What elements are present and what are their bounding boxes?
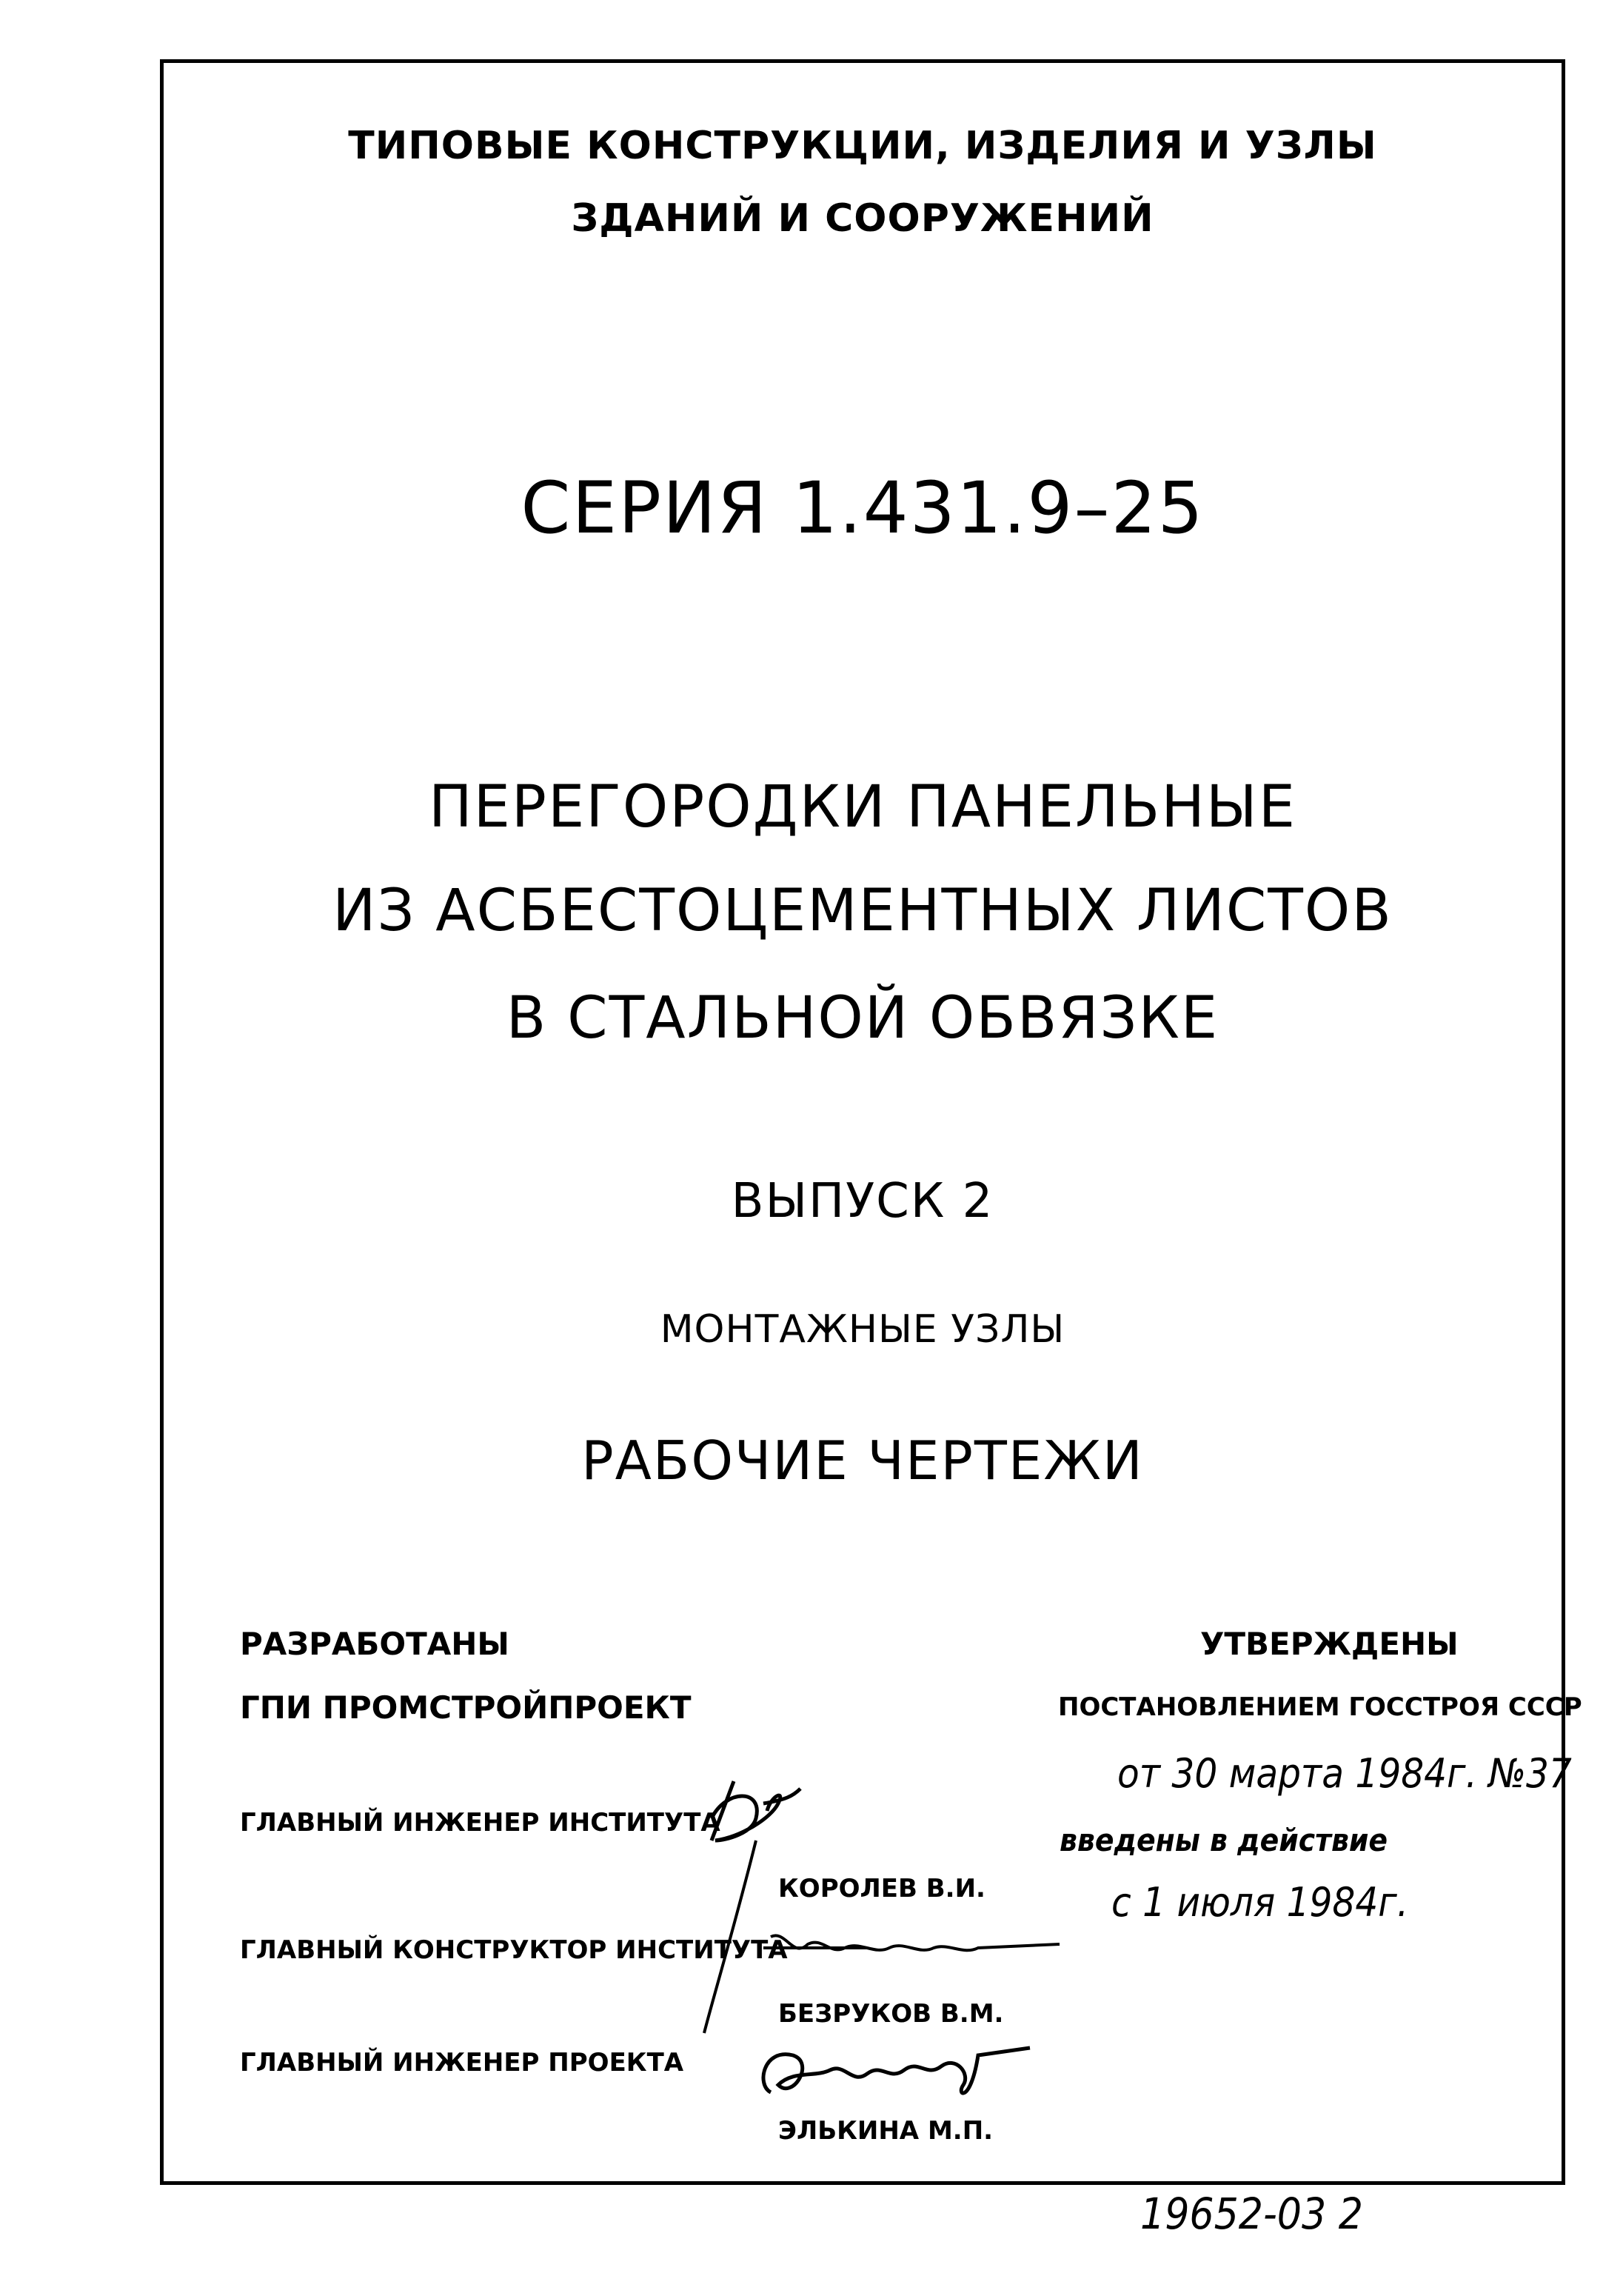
approval-date: от 30 марта 1984г. №37 — [1117, 1750, 1572, 1797]
developed-label: РАЗРАБОТАНЫ — [240, 1626, 509, 1662]
document-code: 19652-03 2 — [1140, 2189, 1363, 2239]
developed-org: ГПИ ПРОМСТРОЙПРОЕКТ — [240, 1689, 692, 1726]
chief-project-engineer-title: ГЛАВНЫЙ ИНЖЕНЕР ПРОЕКТА — [240, 2048, 684, 2078]
chief-designer-institute-name: БЕЗРУКОВ В.М. — [778, 1999, 1004, 2029]
approved-label: УТВЕРЖДЕНЫ — [1200, 1626, 1459, 1662]
chief-designer-institute-title: ГЛАВНЫЙ КОНСТРУКТОР ИНСТИТУТА — [240, 1935, 788, 1965]
subtitle: МОНТАЖНЫЕ УЗЛЫ — [660, 1307, 1065, 1352]
title-line-3: В СТАЛЬНОЙ ОБВЯЗКЕ — [506, 985, 1219, 1052]
working-drawings-label: РАБОЧИЕ ЧЕРТЕЖИ — [581, 1429, 1144, 1492]
title-line-1: ПЕРЕГОРОДКИ ПАНЕЛЬНЫЕ — [429, 774, 1296, 841]
series-number: СЕРИЯ 1.431.9–25 — [521, 467, 1205, 550]
signature-elkina — [749, 2033, 1060, 2115]
issue-number: ВЫПУСК 2 — [731, 1174, 994, 1229]
effective-date: с 1 июля 1984г. — [1111, 1879, 1409, 1926]
title-sheet-frame — [160, 59, 1582, 2185]
header-line-1: ТИПОВЫЕ КОНСТРУКЦИИ, ИЗДЕЛИЯ И УЗЛЫ — [348, 124, 1377, 168]
title-line-2: ИЗ АСБЕСТОЦЕМЕНТНЫХ ЛИСТОВ — [332, 878, 1393, 944]
effective-label: введены в действие — [1060, 1822, 1388, 1858]
chief-project-engineer-name: ЭЛЬКИНА М.П. — [778, 2116, 994, 2146]
chief-engineer-institute-name: КОРОЛЕВ В.И. — [778, 1874, 985, 1903]
chief-engineer-institute-title: ГЛАВНЫЙ ИНЖЕНЕР ИНСТИТУТА — [240, 1808, 720, 1838]
approved-by: ПОСТАНОВЛЕНИЕМ ГОССТРОЯ СССР — [1058, 1692, 1582, 1722]
signature-bezrukov — [756, 1922, 1067, 1974]
header-line-2: ЗДАНИЙ И СООРУЖЕНИЙ — [571, 196, 1154, 241]
